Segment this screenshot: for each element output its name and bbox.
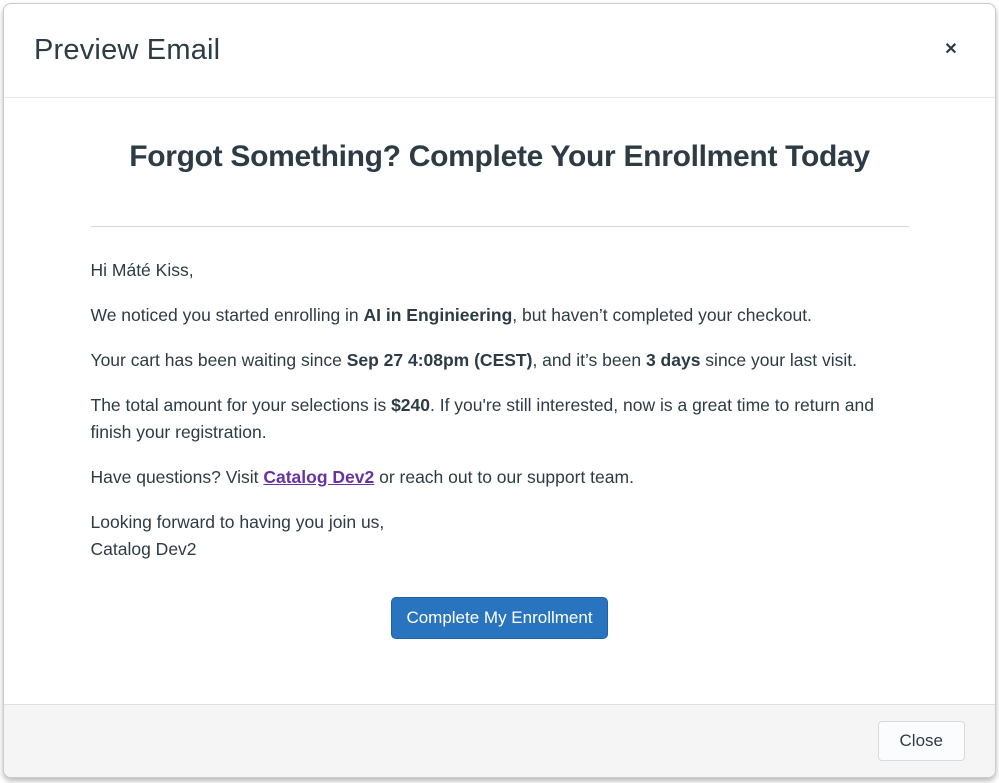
signature-line1: Looking forward to having you join us, — [90, 512, 385, 532]
preview-email-modal — [3, 3, 996, 778]
p1-pre: We noticed you started enrolling in — [90, 305, 364, 325]
greeting-text: Hi Máté Kiss, — [90, 260, 194, 280]
p4-post: or reach out to our support team. — [374, 467, 634, 487]
days-since-visit: 3 days — [645, 350, 701, 370]
email-content — [91, 140, 909, 639]
email-paragraph-total — [91, 392, 909, 446]
p2-post: since your last visit. — [700, 350, 858, 370]
cta-row — [91, 597, 909, 639]
modal-header — [4, 4, 995, 98]
modal-title: Preview Email — [34, 34, 221, 66]
catalog-link[interactable]: Catalog Dev2 — [263, 467, 375, 487]
p1-post: , but haven’t completed your checkout. — [512, 305, 812, 325]
email-divider — [91, 226, 909, 227]
email-signature — [91, 509, 909, 563]
email-preview-body — [4, 98, 995, 704]
email-paragraph-enrolling — [91, 302, 909, 329]
close-icon[interactable]: ✕ — [935, 34, 967, 66]
total-amount: $240 — [391, 395, 430, 415]
cart-timestamp: Sep 27 4:08pm (CEST) — [346, 350, 533, 370]
email-paragraph-cart-waiting — [91, 347, 909, 374]
signature-line2: Catalog Dev2 — [90, 539, 197, 559]
course-name: AI in Enginieering — [363, 305, 513, 325]
p2-mid: , and it’s been — [532, 350, 646, 370]
close-button[interactable]: Close — [878, 721, 965, 761]
p3-post: . If you're still interested, now is a great time to return and finish your registration. — [90, 395, 874, 442]
p3-pre: The total amount for your selections is — [90, 395, 392, 415]
complete-enrollment-button[interactable]: Complete My Enrollment — [391, 597, 607, 639]
p4-pre: Have questions? Visit — [90, 467, 264, 487]
p2-pre: Your cart has been waiting since — [90, 350, 347, 370]
modal-footer — [4, 704, 995, 777]
email-heading: Forgot Something? Complete Your Enrollment Today — [129, 140, 870, 173]
email-greeting — [91, 257, 909, 284]
email-paragraph-questions — [91, 464, 909, 491]
